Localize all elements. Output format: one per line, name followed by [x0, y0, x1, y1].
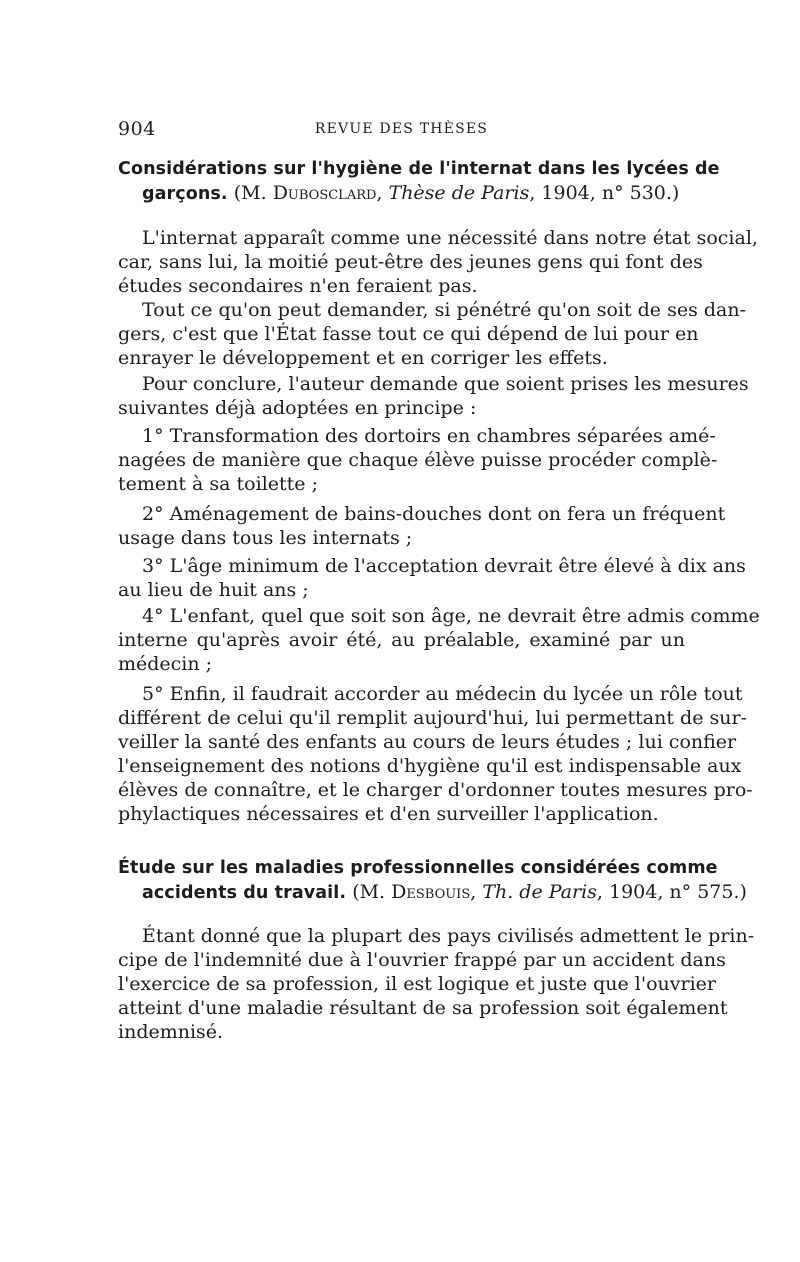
list-item-line: 5° Enfin, il faudrait accorder au médecin du lycée un rôle tout	[142, 683, 743, 705]
article-maladies-professionnelles	[118, 0, 760, 1262]
article-title-line: accidents du travail.	[142, 883, 347, 903]
paragraph-line: enrayer le développement et en corriger les effets.	[118, 347, 608, 369]
list-item-line: tement à sa toilette ;	[118, 473, 318, 495]
list-item-line: au lieu de huit ans ;	[118, 579, 309, 601]
running-title: REVUE DES THÈSES	[314, 121, 489, 137]
article-title-line: Considérations sur l'hygiène de l'internat dans les lycées de	[118, 159, 720, 179]
list-item-line: 1° Transformation des dortoirs en chambres séparées amé-	[142, 425, 716, 447]
list-item-line: médecin ;	[118, 653, 213, 675]
paragraph-line: cipe de l'indemnité due à l'ouvrier frappé par un accident dans	[118, 949, 726, 971]
paragraph-line: Tout ce qu'on peut demander, si pénétré qu'on soit de ses dan-	[142, 299, 747, 321]
reference-number: , 1904, n° 530.)	[529, 182, 680, 204]
list-item-line: veiller la santé des enfants au cours de leurs études ; lui confier	[118, 731, 737, 753]
paragraph-line: l'exercice de sa profession, il est logique et juste que l'ouvrier	[118, 973, 716, 995]
reference-separator: ,	[376, 182, 389, 204]
article-title-line: Étude sur les maladies professionnelles considérées comme	[118, 858, 718, 878]
paragraph-line: suivantes déjà adoptées en principe :	[118, 397, 477, 419]
reference-open: (M.	[233, 182, 273, 204]
list-item-line: 4° L'enfant, quel que soit son âge, ne devrait être admis comme	[142, 605, 760, 627]
article-title-line: garçons.	[142, 184, 228, 204]
paragraph-line: car, sans lui, la moitié peut-être des jeunes gens qui font des	[118, 251, 703, 273]
reference-separator: ,	[470, 881, 483, 903]
paragraph-line: Étant donné que la plupart des pays civilisés admettent le prin-	[142, 925, 755, 947]
reference-number: , 1904, n° 575.)	[596, 881, 747, 903]
author-name: Dubosclard	[272, 182, 377, 204]
list-item-line: 3° L'âge minimum de l'acceptation devrait être élevé à dix ans	[142, 555, 746, 577]
list-item-line: l'enseignement des notions d'hygiène qu'il est indispensable aux	[118, 755, 742, 777]
paragraph-line: gers, c'est que l'État fasse tout ce qui dépend de lui pour en	[118, 323, 699, 345]
article-title-reference	[142, 880, 747, 904]
paragraph-line: atteint d'une maladie résultant de sa profession soit également	[118, 997, 728, 1019]
list-item-line: 2° Aménagement de bains-douches dont on fera un fréquent	[142, 503, 726, 525]
list-item-line: interne qu'après avoir été, au préalable, examiné par un	[118, 629, 685, 651]
thesis-reference: Th. de Paris	[482, 881, 597, 903]
list-item-line: différent de celui qu'il remplit aujourd'hui, lui permettant de sur-	[118, 707, 747, 729]
page-number: 904	[118, 118, 156, 140]
thesis-reference: Thèse de Paris	[388, 182, 530, 204]
reference-open: (M.	[352, 881, 392, 903]
paragraph-line: études secondaires n'en feraient pas.	[118, 275, 478, 297]
paragraph-line: L'internat apparaît comme une nécessité dans notre état social,	[142, 227, 758, 249]
paragraph-line: indemnisé.	[118, 1021, 224, 1043]
author-name: Desbouis	[391, 881, 471, 903]
paragraph-line: Pour conclure, l'auteur demande que soient prises les mesures	[142, 373, 749, 395]
list-item-line: élèves de connaître, et le charger d'ordonner toutes mesures pro-	[118, 779, 753, 801]
list-item-line: nagées de manière que chaque élève puisse procéder complè-	[118, 449, 718, 471]
list-item-line: usage dans tous les internats ;	[118, 527, 413, 549]
list-item-line: phylactiques nécessaires et d'en surveiller l'application.	[118, 803, 659, 825]
